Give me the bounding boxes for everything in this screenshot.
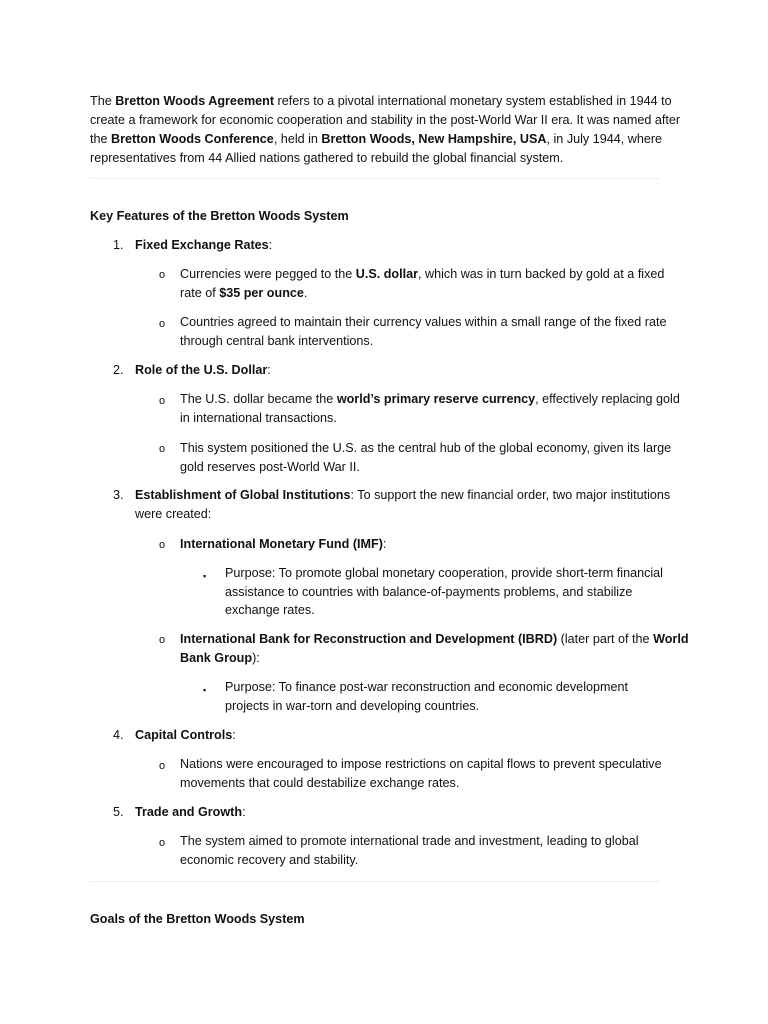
list-number: 4.: [113, 728, 124, 742]
intro-text: refers to a pivotal international monetary system established in 1944 to create a framework for economic cooperation and stability in the post-World War II era. It was named after the: [90, 94, 681, 146]
circle-bullet-icon: o: [159, 269, 166, 281]
sub-item-line: gold reserves post-World War II.: [180, 460, 360, 474]
intro-bold-location: Bretton Woods, New Hampshire, USA: [321, 132, 547, 146]
feature-text: : To support the new financial order, two major institutions: [350, 488, 671, 502]
circle-bullet-icon: o: [159, 837, 166, 849]
institution-heading-ibrd-cont: [180, 649, 260, 668]
feature-heading: [135, 726, 236, 745]
feature-text-line: were created:: [135, 507, 212, 521]
feature-label: Role of the U.S. Dollar: [135, 363, 268, 377]
institution-heading-imf: [180, 535, 386, 554]
sub-item-line: Countries agreed to maintain their currency values within a small range of the fixed rate: [180, 315, 667, 329]
circle-bullet-icon: o: [159, 634, 166, 646]
feature-heading: [135, 803, 246, 822]
circle-bullet-icon: o: [159, 539, 166, 551]
sub-item-line: [180, 265, 664, 284]
circle-bullet-icon: o: [159, 443, 166, 455]
feature-colon: :: [242, 805, 246, 819]
feature-label: Establishment of Global Institutions: [135, 488, 351, 502]
institution-colon: :: [382, 537, 387, 551]
sub-item-bold: U.S. dollar: [355, 267, 418, 281]
section-divider: [90, 178, 660, 179]
intro-paragraph: [90, 92, 690, 168]
section-divider: [90, 881, 660, 882]
circle-bullet-icon: o: [159, 760, 166, 772]
sub-item-line: [180, 284, 307, 303]
feature-heading: [135, 361, 271, 380]
feature-colon: :: [268, 238, 273, 252]
intro-text: The: [90, 94, 116, 108]
intro-bold-agreement: Bretton Woods Agreement: [115, 94, 275, 108]
purpose-line: projects in war-torn and developing countries.: [225, 699, 480, 713]
feature-label: Capital Controls: [135, 728, 233, 742]
sub-item-text: , effectively replacing gold: [535, 392, 680, 406]
institution-label: Bank Group: [180, 651, 253, 665]
sub-item-bold: $35 per ounce: [219, 286, 304, 300]
sub-item-line: movements that could destabilize exchange rates.: [180, 776, 460, 790]
section-heading-goals: Goals of the Bretton Woods System: [90, 912, 305, 926]
sub-item-bold: world’s primary reserve currency: [336, 392, 536, 406]
institution-text: ):: [252, 651, 260, 665]
sub-item-text: rate of: [180, 286, 220, 300]
purpose-line: Purpose: To promote global monetary cooperation, provide short-term financial: [225, 566, 663, 580]
feature-label: Trade and Growth: [135, 805, 243, 819]
sub-item-line: [180, 390, 680, 409]
institution-label: International Monetary Fund (IMF): [180, 537, 383, 551]
sub-item-line: The system aimed to promote international trade and investment, leading to global: [180, 834, 639, 848]
feature-heading: [135, 486, 670, 505]
intro-bold-conference: Bretton Woods Conference: [111, 132, 274, 146]
list-number: 2.: [113, 363, 124, 377]
intro-text: , in July 1944, where representatives from 44 Allied nations gathered to rebuild the global financial system.: [90, 132, 663, 165]
feature-heading: [135, 236, 272, 255]
sub-item-line: Nations were encouraged to impose restrictions on capital flows to prevent speculative: [180, 757, 662, 771]
list-number: 5.: [113, 805, 124, 819]
purpose-line: exchange rates.: [225, 603, 315, 617]
square-bullet-icon: ▪: [203, 685, 207, 695]
sub-item-line: through central bank interventions.: [180, 334, 374, 348]
purpose-line: Purpose: To finance post-war reconstruction and economic development: [225, 680, 628, 694]
institution-label: World: [653, 632, 689, 646]
list-number: 3.: [113, 488, 124, 502]
institution-label: International Bank for Reconstruction and Development (IBRD): [180, 632, 558, 646]
sub-item-text: , which was in turn backed by gold at a fixed: [418, 267, 665, 281]
intro-text: , held in: [273, 132, 322, 146]
sub-item-text: The U.S. dollar became the: [180, 392, 337, 406]
feature-colon: :: [267, 363, 271, 377]
circle-bullet-icon: o: [159, 395, 166, 407]
sub-item-line: in international transactions.: [180, 411, 337, 425]
section-heading-key-features: Key Features of the Bretton Woods System: [90, 209, 349, 223]
sub-item-text: Currencies were pegged to the: [180, 267, 356, 281]
institution-heading-ibrd: [180, 630, 689, 649]
list-number: 1.: [113, 238, 124, 252]
circle-bullet-icon: o: [159, 318, 166, 330]
purpose-line: assistance to countries with balance-of-payments problems, and stabilize: [225, 585, 633, 599]
institution-text: (later part of the: [557, 632, 654, 646]
sub-item-line: This system positioned the U.S. as the central hub of the global economy, given its large: [180, 441, 672, 455]
feature-colon: :: [232, 728, 236, 742]
sub-item-line: economic recovery and stability.: [180, 853, 359, 867]
sub-item-text: .: [303, 286, 308, 300]
square-bullet-icon: ▪: [203, 571, 207, 581]
feature-label: Fixed Exchange Rates: [135, 238, 269, 252]
